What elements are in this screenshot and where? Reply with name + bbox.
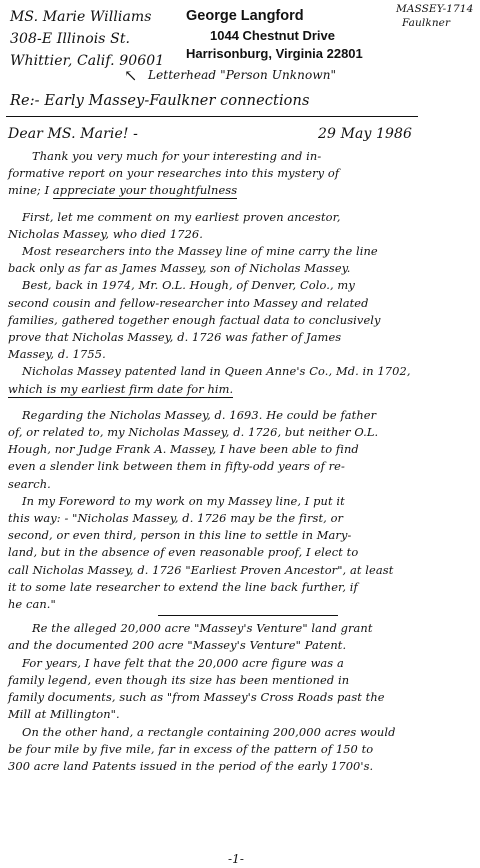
- body-line: second cousin and fellow-researcher into Massey and related: [8, 295, 369, 310]
- recipient-line-2: 308-E Illinois St.: [10, 31, 131, 47]
- page-number: -1-: [228, 852, 245, 866]
- letter-body: [8, 148, 478, 775]
- recipient-address: [10, 6, 180, 72]
- letterhead-city: Harrisonburg, Virginia 22801: [186, 46, 363, 61]
- body-line: Re the alleged 20,000 acre "Massey's Venture" land grant: [32, 621, 373, 636]
- letterhead-name: George Langford: [186, 8, 304, 24]
- body-line: be four mile by five mile, far in excess of the pattern of 150 to: [8, 741, 374, 756]
- body-line: and the documented 200 acre "Massey's Venture" Patent.: [8, 638, 347, 653]
- corner-note: [396, 2, 480, 30]
- body-line: [8, 381, 478, 398]
- subject-underline: [6, 116, 418, 117]
- body-line: Best, back in 1974, Mr. O.L. Hough, of Denver, Colo., my: [22, 278, 355, 293]
- recipient-line-1: MS. Marie Williams: [10, 9, 152, 25]
- section-divider: [158, 615, 338, 616]
- corner-note-line-1: MASSEY-1714: [396, 3, 474, 15]
- body-line: Thank you very much for your interesting and in-: [32, 149, 322, 163]
- underlined-phrase: appreciate your thoughtfulness: [52, 183, 238, 198]
- body-line: Hough, nor Judge Frank A. Massey, I have been able to find: [8, 442, 359, 457]
- body-line: call Nicholas Massey, d. 1726 "Earliest Proven Ancestor", at least: [8, 562, 394, 577]
- body-line: it to some late researcher to extend the line back further, if: [8, 579, 358, 594]
- body-line: mine; I appreciate your thoughtfulness: [8, 183, 238, 198]
- body-line: 300 acre land Patents issued in the period of the early 1700's.: [8, 758, 374, 773]
- body-line: of, or related to, my Nicholas Massey, d. 1726, but neither O.L.: [8, 425, 379, 440]
- recipient-line-3: Whittier, Calif. 90601: [10, 53, 165, 69]
- subject-line: Re:- Early Massey-Faulkner connections: [10, 93, 310, 109]
- body-line: he can.": [8, 597, 56, 612]
- body-line: First, let me comment on my earliest proven ancestor,: [22, 209, 341, 224]
- salutation: Dear MS. Marie! -: [8, 126, 138, 142]
- body-line: families, gathered together enough factual data to conclusively: [8, 312, 381, 327]
- letterhead-annotation: Letterhead "Person Unknown": [148, 68, 337, 82]
- letter-date: 29 May 1986: [318, 126, 413, 142]
- body-line: formative report on your researches into this mystery of: [8, 166, 340, 181]
- body-line: second, or even third, person in this line to settle in Mary-: [8, 528, 352, 543]
- body-line: even a slender link between them in fifty-odd years of re-: [8, 459, 345, 474]
- body-line: Most researchers into the Massey line of mine carry the line: [22, 244, 378, 259]
- body-line: back only as far as James Massey, son of Nicholas Massey.: [8, 261, 351, 276]
- body-line: prove that Nicholas Massey, d. 1726 was father of James: [8, 330, 342, 345]
- underlined-phrase: which is my earliest firm date for him.: [8, 381, 234, 396]
- body-line: For years, I have felt that the 20,000 acre figure was a: [22, 655, 344, 670]
- body-line: Mill at Millington".: [8, 707, 120, 722]
- body-line: search.: [8, 476, 51, 491]
- body-line: this way: - "Nicholas Massey, d. 1726 may be the first, or: [8, 511, 344, 526]
- body-line: Nicholas Massey, who died 1726.: [8, 226, 203, 241]
- body-line: land, but in the absence of even reasonable proof, I elect to: [8, 545, 359, 560]
- body-line: family legend, even though its size has been mentioned in: [8, 672, 350, 687]
- body-line: On the other hand, a rectangle containing 200,000 acres would: [22, 724, 396, 739]
- corner-note-line-2: Faulkner: [402, 17, 451, 29]
- letterhead-street: 1044 Chestnut Drive: [210, 28, 335, 43]
- arrow-icon: ↖: [124, 66, 138, 85]
- body-line: Regarding the Nicholas Massey, d. 1693. He could be father: [22, 407, 377, 422]
- body-line: family documents, such as "from Massey's Cross Roads past the: [8, 690, 385, 705]
- body-line: In my Foreword to my work on my Massey line, I put it: [22, 493, 345, 508]
- body-line: Nicholas Massey patented land in Queen Anne's Co., Md. in 1702,: [22, 364, 411, 379]
- body-line: Massey, d. 1755.: [8, 347, 106, 362]
